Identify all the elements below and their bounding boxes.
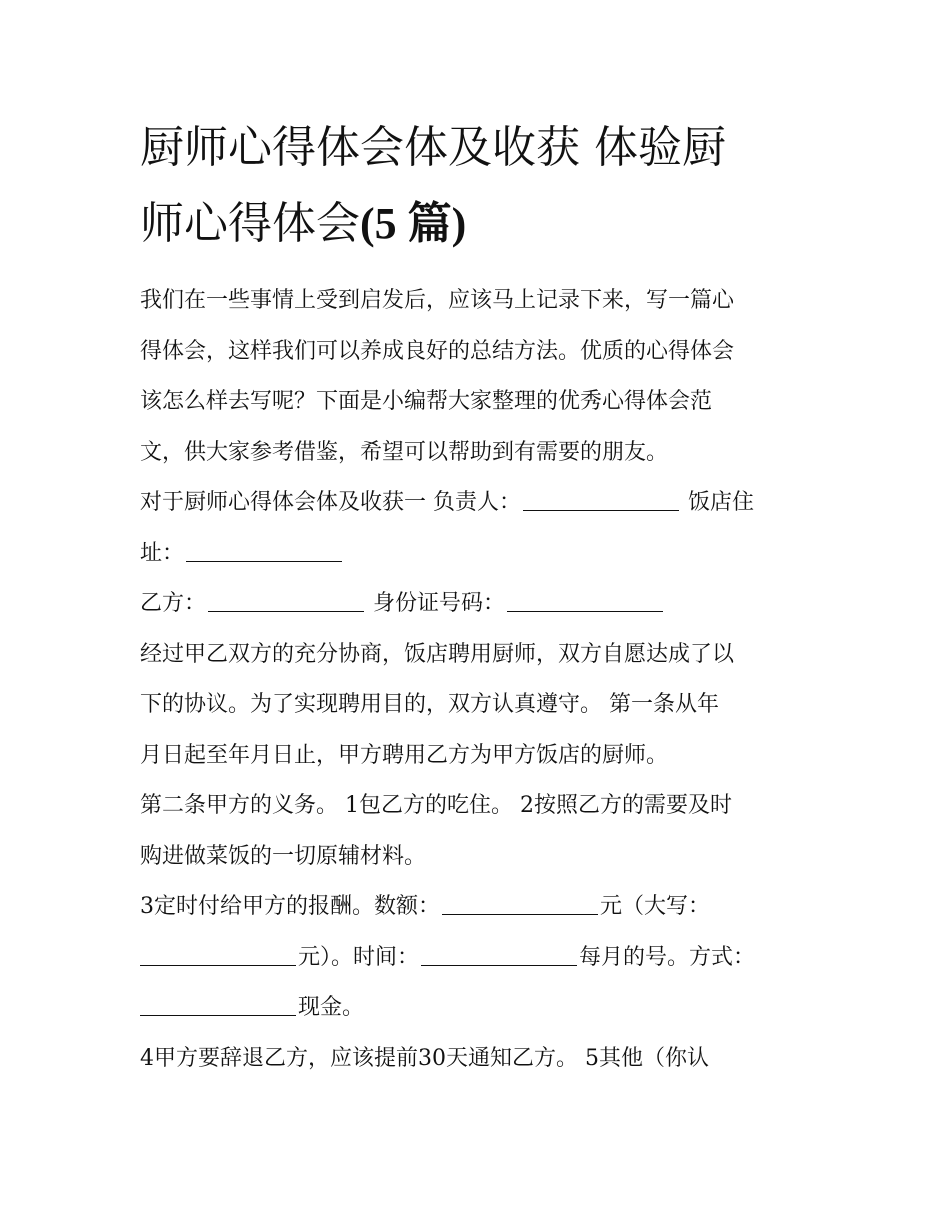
article-2-line-1: 第二条甲方的义务。 1包乙方的吃住。 2按照乙方的需要及时 (140, 793, 732, 818)
payment-method-label: 每月的号。方式： (579, 944, 756, 970)
title-line-2 (140, 186, 820, 262)
address-blank (186, 539, 342, 562)
party-b-blank (208, 589, 364, 612)
title-line-1: 厨师心得体会体及收获 体验厨 (140, 122, 726, 173)
agreement-line-1: 经过甲乙双方的充分协商，饭店聘用厨师，双方自愿达成了以 (140, 641, 735, 667)
payment-uppercase-label: 元（大写： (600, 894, 711, 919)
document-body (140, 276, 820, 1084)
payment-cash-label: 现金。 (298, 995, 365, 1020)
payment-amount-label: 3定时付给甲方的报酬。数额： (140, 894, 440, 919)
id-number-blank (507, 589, 663, 612)
agreement-line-2: 下的协议。为了实现聘用目的，双方认真遵守。 第一条从年 (140, 692, 719, 717)
document-title (140, 110, 820, 262)
payment-line-2 (140, 933, 820, 984)
article-2-line-2: 购进做菜饭的一切原辅材料。 (140, 843, 427, 869)
agreement-line-3: 月日起至年月日止，甲方聘用乙方为甲方饭店的厨师。 (140, 742, 669, 768)
payment-line-1 (140, 882, 820, 933)
payment-time-blank (421, 943, 577, 966)
payment-amount-blank (442, 892, 598, 915)
intro-line-4: 文，供大家参考借鉴，希望可以帮助到有需要的朋友。 (140, 439, 669, 465)
intro-line-3: 该怎么样去写呢？下面是小编帮大家整理的优秀心得体会范 (140, 389, 713, 414)
address-label-end: 址： (140, 540, 185, 566)
payment-line-3 (140, 983, 820, 1034)
dismissal-line: 4甲方要辞退乙方，应该提前30天通知乙方。 5其他（你认 (140, 1045, 709, 1071)
id-number-label: 身份证号码： (366, 591, 506, 616)
intro-line-2: 得体会，这样我们可以养成良好的总结方法。优质的心得体会 (140, 338, 735, 364)
payment-method-blank (140, 993, 296, 1016)
party-b-label: 乙方： (140, 591, 207, 616)
payment-uppercase-blank (140, 943, 296, 966)
responsible-label: 对于厨师心得体会体及收获一 负责人： (140, 490, 521, 515)
address-line (140, 529, 820, 580)
payment-time-label: 元）。时间： (298, 944, 420, 970)
title-line-2-text: 师心得体会 (140, 198, 360, 249)
title-count: (5 篇) (360, 199, 467, 248)
intro-line-1: 我们在一些事情上受到启发后，应该马上记录下来，写一篇心 (140, 288, 735, 313)
responsible-blank (523, 488, 679, 511)
party-b-line (140, 579, 820, 630)
responsible-line (140, 478, 820, 529)
address-label-start: 饭店住 (681, 490, 754, 515)
